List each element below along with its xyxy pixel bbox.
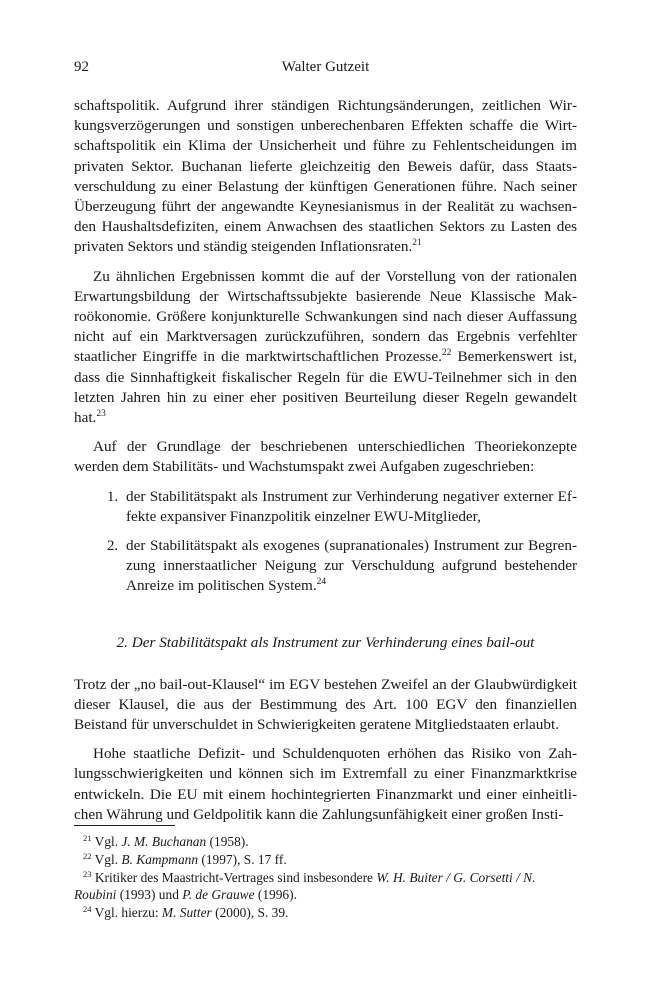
footnote-text: Vgl. bbox=[94, 851, 122, 867]
footnote-24 bbox=[74, 904, 577, 922]
footnote-text: (1993) und bbox=[116, 887, 183, 903]
paragraph-2-text-b: Bemerkenswert ist, dass die Sinnhaftigkeit fiskalischer Regeln für die EWU-Teilnehmer sich in den letzten Jahren hin zu einer eher positiven Beurteilung dieser Regeln gewandelt hat. bbox=[74, 348, 577, 427]
footnote-author: P. de Grauwe bbox=[182, 887, 255, 903]
list-item bbox=[122, 487, 577, 527]
footnote-author: M. Sutter bbox=[161, 905, 212, 921]
list-item bbox=[122, 536, 577, 597]
footnote-author: W. H. Buiter / G. Corsetti / N. Roubini bbox=[74, 869, 536, 903]
paragraph-1-text: schaftspolitik. Aufgrund ihrer ständigen Richtungsänderungen, zeitlichen Wirkungsverzögerungen und sonstigen unberechenbaren Effekten schaffe die Wirtschaftspolitik ein Klima der Unsicherheit und führe zu Fehlentscheidungen im privaten Sektor. Buchanan lieferte gleichzeitig den Beweis dafür, dass Staatsverschuldung zu einer Belastung der künftigen Generationen führe. Nach seiner Überzeugung führt der angewandte Keynesianismus in der Realität zu wachsenden Haushaltsdefiziten, einem Anwachsen des staatlichen Sektors zu Lasten des privaten Sektors und ständig steigenden Inflationsraten. bbox=[74, 97, 577, 256]
paragraph-4: Trotz der „no bail-out-Klausel“ im EGV bestehen Zweifel an der Glaubwürdigkeit dieser Klausel, die aus der Bestimmung des Art. 100 EGV den finanziellen Beistand für unverschuldet in Schwierigkeiten geratene Mitgliedstaaten erlaubt. bbox=[74, 675, 577, 734]
footnote-ref-22[interactable]: 22 bbox=[441, 348, 452, 359]
footnotes bbox=[74, 833, 577, 922]
footnote-rule bbox=[74, 825, 175, 826]
footnote-23 bbox=[74, 869, 577, 905]
footnote-author: J. M. Buchanan bbox=[121, 834, 207, 849]
footnote-number: 23 bbox=[83, 868, 92, 879]
list-item-2-text: der Stabilitätspakt als exogenes (supranationales) Instrument zur Begrenzung innerstaatlicher Neigung zur Verschuldung aufgrund bestehender Anreize im politischen System. bbox=[126, 537, 577, 595]
running-header-author: Walter Gutzeit bbox=[281, 59, 370, 75]
footnote-21 bbox=[74, 833, 577, 851]
footnote-text: Vgl. bbox=[94, 834, 122, 849]
footnote-number: 22 bbox=[83, 850, 92, 861]
paragraph-5: Hohe staatliche Defizit- und Schuldenquoten erhöhen das Risiko von Zahlungsschwierigkeiten und können sich im Extremfall zu einer Finanzmarktkrise entwickeln. Die EU mit einem hochintegrierten Finanzmarkt und einer einheitlichen Währung und Geldpolitik kann die Zahlungsunfähigkeit einer großen Insti- bbox=[74, 745, 577, 823]
paragraph-1 bbox=[74, 96, 577, 258]
page-number: 92 bbox=[74, 59, 89, 75]
paragraph-2 bbox=[74, 267, 577, 429]
footnote-number: 24 bbox=[83, 904, 92, 915]
footnote-ref-23[interactable]: 23 bbox=[96, 409, 106, 420]
footnote-text: (1958). bbox=[206, 834, 249, 849]
list-item-1-text: der Stabilitätspakt als Instrument zur Verhinderung negativer externer Effekte expansiver Finanzpolitik einzelner EWU-Mitglieder, bbox=[126, 487, 577, 525]
footnote-number: 21 bbox=[83, 833, 92, 843]
section-heading: 2. Der Stabilitätspakt als Instrument zur Verhinderung eines bail-out bbox=[116, 633, 535, 651]
footnote-22 bbox=[74, 851, 577, 869]
footnote-text: (1996). bbox=[254, 887, 297, 903]
task-list bbox=[74, 487, 577, 597]
footnote-text: Vgl. hierzu: bbox=[94, 905, 162, 921]
main-text bbox=[74, 96, 577, 825]
footnote-text: Kritiker des Maastricht-Vertrages sind insbesondere bbox=[94, 869, 377, 885]
paragraph-3: Auf der Grundlage der beschriebenen unterschiedlichen Theoriekonzepte werden dem Stabilitäts- und Wachstumspakt zwei Aufgaben zugeschrieben: bbox=[74, 438, 577, 476]
footnote-ref-21[interactable]: 21 bbox=[412, 238, 422, 249]
footnote-author: B. Kampmann bbox=[121, 851, 199, 867]
footnote-text: (1997), S. 17 ff. bbox=[198, 851, 287, 867]
paragraph-2-text-a: Zu ähnlichen Ergebnissen kommt die auf der Vorstellung von der rationalen Erwartungsbildung der Wirtschaftssubjekte basierende Neue Klassische Makroökonomie. Größere konjunkturelle Schwankungen sind nach dieser Auffassung nicht auf ein Marktversagen zurückzuführen, sondern das Ergebnis verfehlter staatlicher Eingriffe in die marktwirtschaftlichen Prozesse. bbox=[74, 267, 577, 366]
footnote-text: (2000), S. 39. bbox=[211, 905, 289, 921]
footnote-ref-24[interactable]: 24 bbox=[316, 577, 327, 588]
